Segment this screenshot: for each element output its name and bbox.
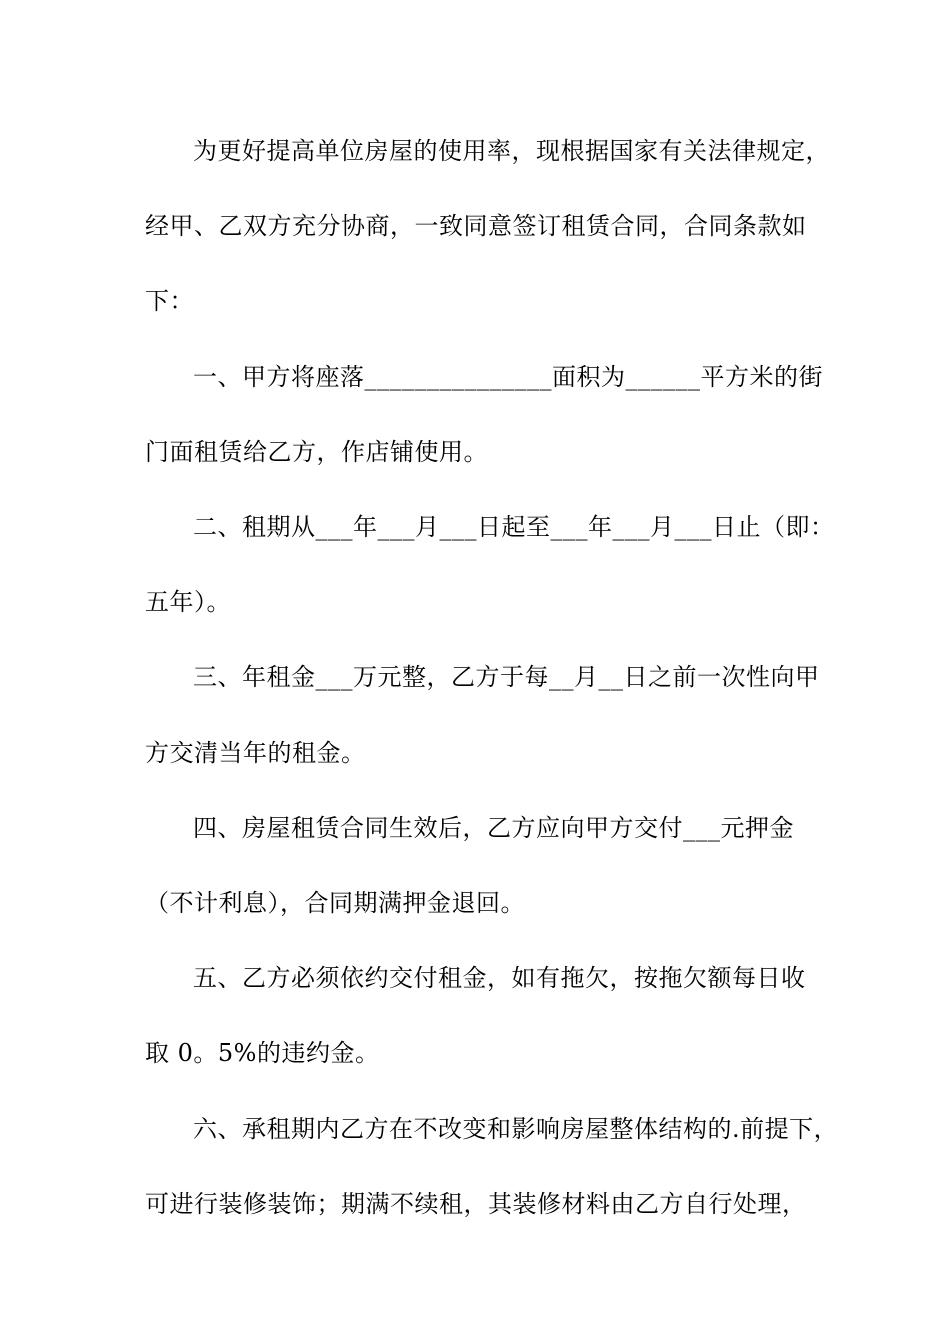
clause-4-line-1: 四、房屋租赁合同生效后，乙方应向甲方交付___元押金 (193, 814, 794, 842)
clause-1-line-1: 一、甲方将座落_______________面积为______平方米的街 (193, 363, 823, 391)
clause-2-line-2: 五年）。 (145, 588, 231, 616)
clause-1-line-2: 门面租赁给乙方，作店铺使用。 (145, 438, 488, 466)
clause-5-line-2: 取 0。5%的违约金。 (145, 1039, 380, 1067)
paragraph-intro-line-2: 经甲、乙双方充分协商，一致同意签订租赁合同，合同条款如 (145, 212, 807, 240)
clause-6-line-1: 六、承租期内乙方在不改变和影响房屋整体结构的.前提下， (193, 1115, 839, 1143)
clause-4-line-2: （不计利息），合同期满押金退回。 (145, 889, 525, 917)
clause-6-line-2: 可进行装修装饰；期满不续租，其装修材料由乙方自行处理， (145, 1190, 807, 1218)
clause-2-line-1: 二、租期从___年___月___日起至___年___月___日止（即： (193, 513, 835, 541)
clause-3-line-1: 三、年租金___万元整，乙方于每__月__日之前一次性向甲 (193, 663, 820, 691)
clause-3-line-2: 方交清当年的租金。 (145, 739, 366, 767)
clause-5-line-1: 五、乙方必须依约交付租金，如有拖欠，按拖欠额每日收 (193, 964, 806, 992)
paragraph-intro-line-3: 下： (145, 287, 194, 315)
paragraph-intro-line-1: 为更好提高单位房屋的使用率，现根据国家有关法律规定， (193, 137, 830, 165)
